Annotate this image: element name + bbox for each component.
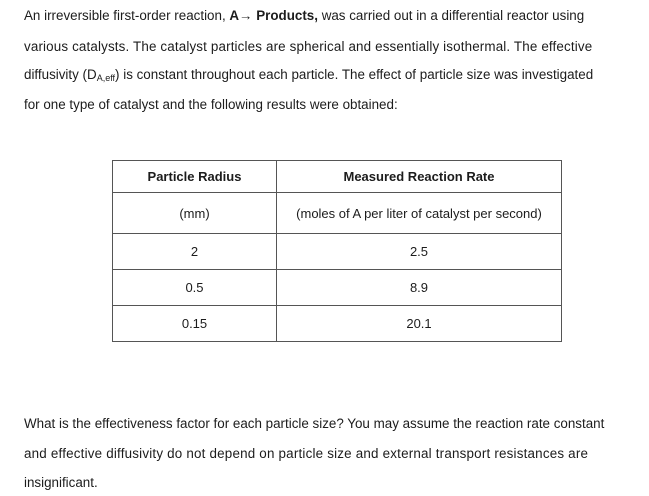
- results-table: [112, 160, 562, 342]
- intro-line-1: [24, 8, 584, 24]
- diffusivity-text-end: ) is constant throughout each particle. The effect of particle size was investigated: [115, 67, 594, 82]
- diffusivity-text-start: diffusivity (D: [24, 67, 97, 82]
- question-line-1: What is the effectiveness factor for each particle size? You may assume the reaction rate constant: [24, 416, 605, 431]
- reaction-arrow-icon: →: [239, 8, 253, 23]
- radius-cell: 2: [113, 234, 277, 270]
- radius-cell: 0.15: [113, 306, 277, 342]
- diffusivity-subscript: A,eff: [96, 73, 116, 83]
- intro-text-end: was carried out in a differential reactor using: [317, 8, 585, 23]
- table-row: [113, 234, 562, 270]
- rate-unit: (moles of A per liter of catalyst per second): [277, 193, 562, 234]
- reaction-rate-header: Measured Reaction Rate: [277, 161, 562, 193]
- intro-text-start: An irreversible first-order reaction,: [24, 8, 230, 23]
- table-row: [113, 270, 562, 306]
- rate-cell: 2.5: [277, 234, 562, 270]
- rate-cell: 20.1: [277, 306, 562, 342]
- reactant-a: A: [229, 8, 240, 23]
- radius-unit: (mm): [113, 193, 277, 234]
- table-row: [113, 306, 562, 342]
- particle-radius-header: Particle Radius: [113, 161, 277, 193]
- intro-line-2: various catalysts. The catalyst particles are spherical and essentially isothermal. The effective: [24, 39, 593, 54]
- question-line-2: and effective diffusivity do not depend on particle size and external transport resistances are: [24, 446, 589, 461]
- radius-cell: 0.5: [113, 270, 277, 306]
- rate-cell: 8.9: [277, 270, 562, 306]
- products-label: Products,: [256, 8, 318, 23]
- intro-line-4: for one type of catalyst and the following results were obtained:: [24, 97, 398, 112]
- intro-line-3: [24, 67, 593, 86]
- table-header-row: [113, 161, 562, 193]
- question-line-3: insignificant.: [24, 475, 98, 490]
- table-unit-row: [113, 193, 562, 234]
